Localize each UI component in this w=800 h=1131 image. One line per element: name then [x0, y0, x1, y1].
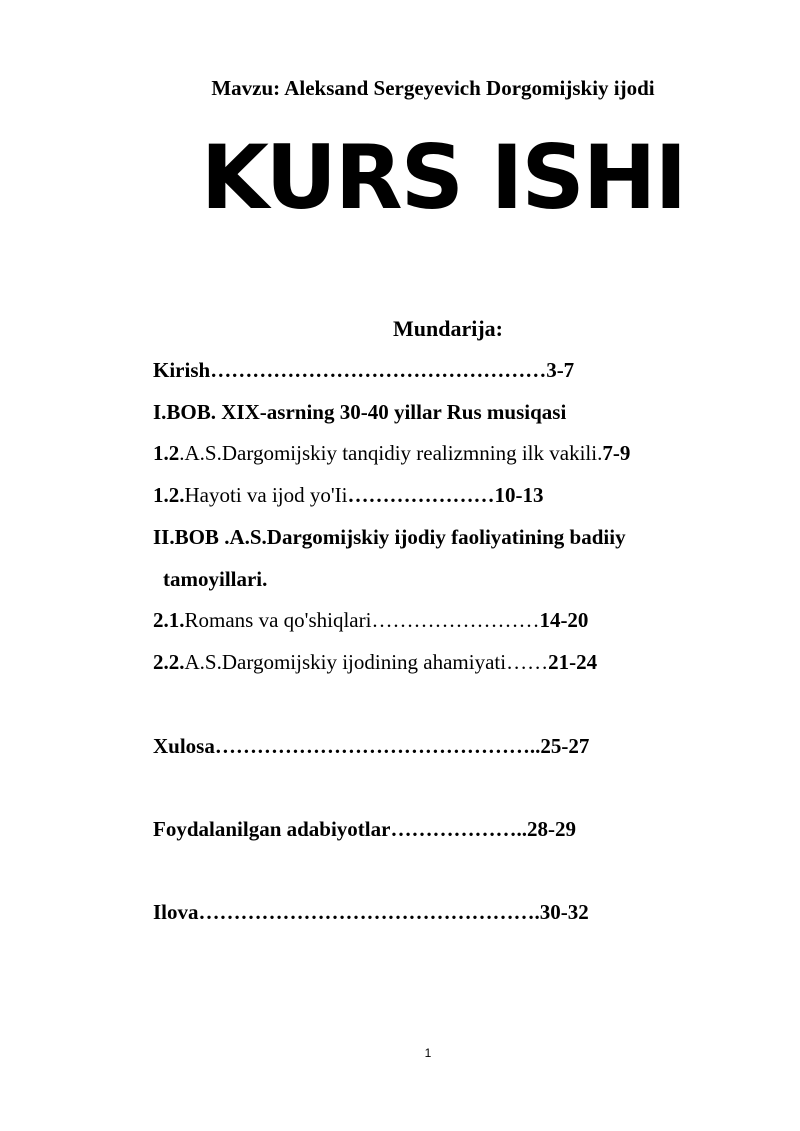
toc-entry-ilova: [153, 900, 589, 925]
toc-text: A.S.Dargomijskiy ijodining ahamiyati: [184, 650, 507, 674]
toc-dots: ………………………………………….: [198, 900, 540, 924]
toc-label: I.BOB. XIX-asrning 30-40 yillar Rus musiqasi: [153, 400, 567, 424]
toc-dots: …………………: [347, 483, 495, 507]
toc-pages: 30-32: [539, 900, 589, 924]
toc-number: 2.2.: [153, 650, 185, 674]
toc-number: 1.2.: [153, 483, 185, 507]
toc-pages: 28-29: [526, 817, 576, 841]
toc-pages: 7-9: [602, 441, 631, 465]
toc-entry-xulosa: [153, 734, 589, 759]
toc-label: Kirish: [153, 358, 211, 382]
toc-text: Romans va qo'shiqlari: [184, 608, 372, 632]
toc-dots: …………………………………………: [210, 358, 547, 382]
subject-line: Mavzu: Aleksand Sergeyevich Dorgomijskiy ijodi: [211, 76, 655, 100]
toc-dots: ……: [506, 650, 549, 674]
contents-heading: Mundarija:: [393, 316, 503, 341]
toc-label: Xulosa: [153, 734, 215, 758]
toc-dots: ……………………: [371, 608, 540, 632]
document-title: KURS ISHI: [200, 126, 686, 229]
toc-dots: ………………..: [390, 817, 527, 841]
toc-entry-bob2: [153, 525, 626, 550]
toc-label: Ilova: [153, 900, 199, 924]
toc-label-line1: II.BOB .A.S.Dargomijskiy ijodiy faoliyatining badiiy: [153, 525, 626, 549]
toc-number: 2.1.: [153, 608, 185, 632]
toc-dots: ………………………………………..: [214, 734, 541, 758]
toc-entry-1-2-realizm: [153, 441, 630, 466]
toc-text: .A.S.Dargomijskiy tanqidiy realizmning ilk vakili.: [179, 441, 603, 465]
toc-number: 1.2: [153, 441, 180, 465]
toc-text: Hayoti va ijod yo'Ii: [184, 483, 348, 507]
toc-pages: 25-27: [540, 734, 590, 758]
toc-label-line2: tamoyillari.: [163, 567, 268, 591]
toc-entry-kirish: [153, 358, 574, 383]
toc-pages: 21-24: [548, 650, 598, 674]
toc-pages: 10-13: [494, 483, 544, 507]
toc-entry-bob2-continued: [163, 567, 267, 592]
toc-label: Foydalanilgan adabiyotlar: [153, 817, 391, 841]
toc-pages: 14-20: [539, 608, 589, 632]
toc-entry-adabiyotlar: [153, 817, 576, 842]
page-number: 1: [424, 1046, 432, 1060]
toc-entry-1-2-hayoti: [153, 483, 544, 508]
toc-pages: 3-7: [546, 358, 575, 382]
toc-entry-2-2: [153, 650, 597, 675]
toc-entry-2-1: [153, 608, 588, 633]
toc-entry-bob1: [153, 400, 566, 425]
